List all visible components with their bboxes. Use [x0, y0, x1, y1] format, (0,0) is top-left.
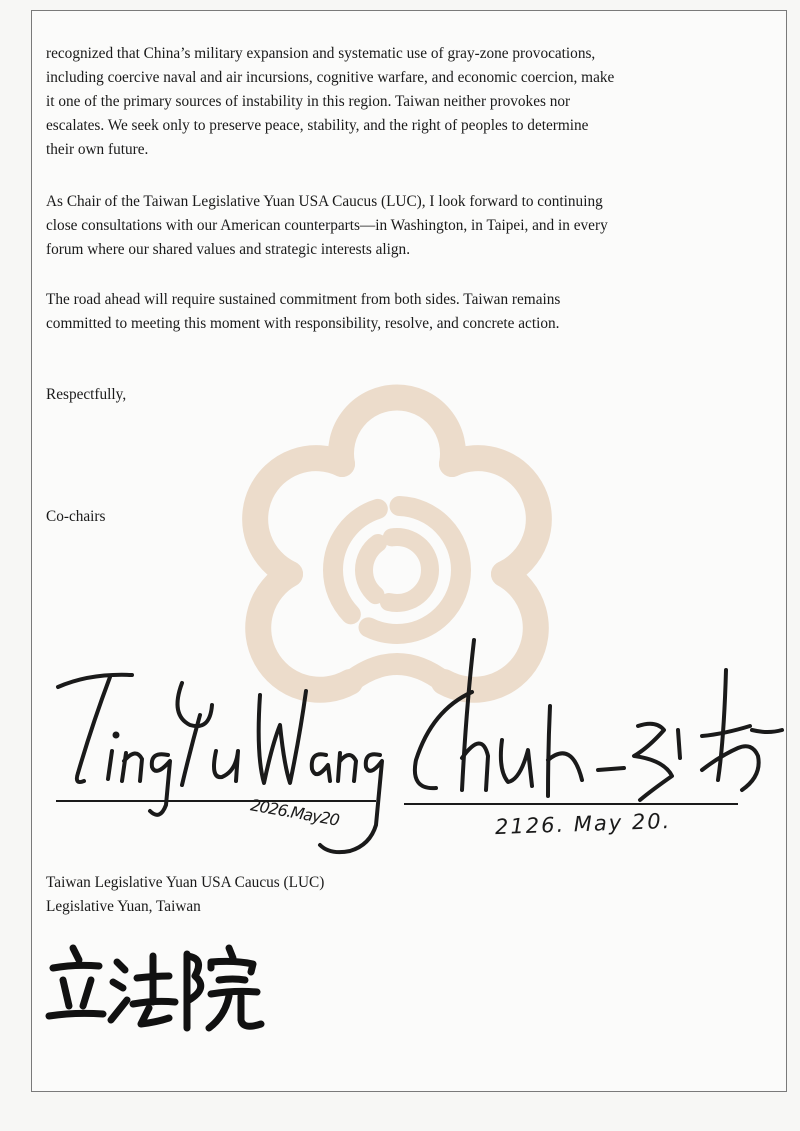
org-name-line: Taiwan Legislative Yuan USA Caucus (LUC) — [46, 874, 325, 891]
signature-ting-yu-wang — [50, 655, 390, 860]
closing-salutation: Respectfully, — [46, 386, 127, 403]
cochairs-label: Co-chairs — [46, 508, 106, 525]
paragraph-1-line-4: escalates. We seek only to preserve peace, stability, and the right of peoples to determine — [46, 117, 589, 134]
signature-2-date: 2126. May 20. — [494, 808, 672, 840]
paragraph-3-line-2: committed to meeting this moment with responsibility, resolve, and concrete action. — [46, 315, 560, 332]
signature-1-date: 2026.May20 — [249, 795, 341, 830]
legislative-yuan-seal — [45, 940, 265, 1035]
paragraph-1-line-3: it one of the primary sources of instability in this region. Taiwan neither provokes nor — [46, 93, 571, 110]
paragraph-2-line-1: As Chair of the Taiwan Legislative Yuan USA Caucus (LUC), I look forward to continuing — [46, 193, 603, 210]
org-location-line: Legislative Yuan, Taiwan — [46, 898, 201, 915]
paragraph-2-line-2: close consultations with our American counterparts—in Washington, in Taipei, and in every — [46, 217, 608, 234]
paragraph-1-line-2: including coercive naval and air incursions, cognitive warfare, and economic coercion, make — [46, 69, 615, 86]
paragraph-3-line-1: The road ahead will require sustained commitment from both sides. Taiwan remains — [46, 291, 561, 308]
paragraph-1-line-5: their own future. — [46, 141, 149, 158]
paragraph-2-line-3: forum where our shared values and strategic interests align. — [46, 241, 411, 258]
paragraph-1-line-1: recognized that China’s military expansion and systematic use of gray-zone provocations, — [46, 45, 596, 62]
